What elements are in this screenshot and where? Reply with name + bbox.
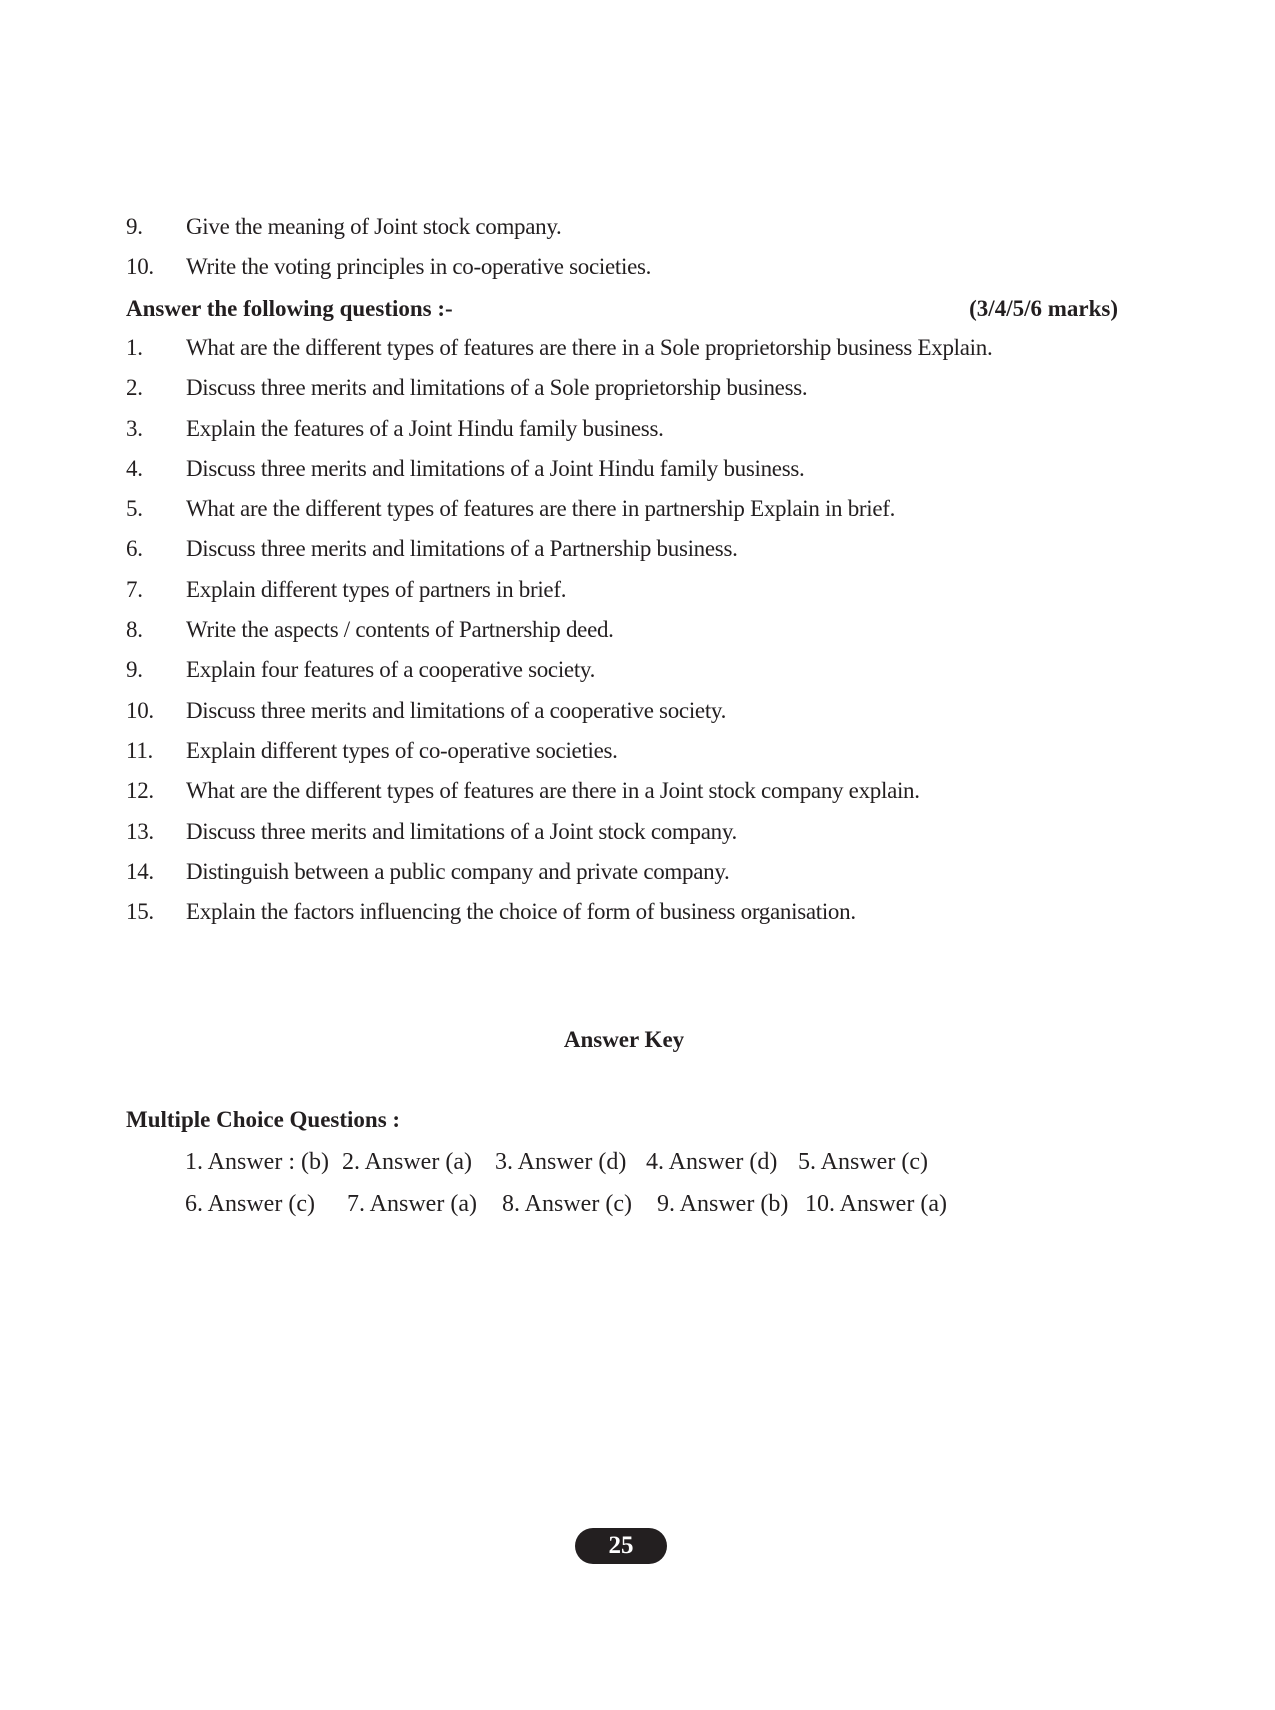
- question-text: Write the voting principles in co-operative societies.: [186, 254, 652, 280]
- answer-item: 3. Answer (d): [495, 1149, 627, 1175]
- question-number: 12.: [126, 778, 154, 804]
- question-text: Explain the features of a Joint Hindu family business.: [186, 415, 664, 441]
- question-number: 7.: [126, 576, 143, 602]
- list-item: [126, 899, 1126, 939]
- answer-item: 6. Answer (c): [185, 1191, 315, 1217]
- list-item: [126, 496, 1126, 536]
- question-number: 1.: [126, 335, 143, 360]
- answer-row: [185, 1149, 928, 1176]
- question-number: 6.: [126, 536, 143, 562]
- list-item: [126, 738, 1126, 778]
- section-heading: [126, 296, 1118, 322]
- question-number: 15.: [126, 899, 154, 925]
- question-text: Discuss three merits and limitations of a Partnership business.: [186, 536, 738, 562]
- question-text: Discuss three merits and limitations of a Joint Hindu family business.: [186, 455, 805, 481]
- question-number: 10.: [126, 254, 154, 280]
- question-number: 5.: [126, 496, 143, 522]
- answer-item: 10. Answer (a): [805, 1191, 947, 1217]
- question-text: What are the different types of features are there in a Sole proprietorship business Explain.: [186, 335, 993, 360]
- question-text: What are the different types of features are there in a Joint stock company explain.: [186, 778, 920, 804]
- question-text: Explain four features of a cooperative society.: [186, 657, 596, 683]
- list-item: [126, 416, 1126, 456]
- question-text: Explain different types of partners in brief.: [186, 576, 567, 602]
- list-item: [126, 536, 1126, 576]
- answer-row: [185, 1191, 947, 1218]
- question-number: 11.: [126, 737, 153, 763]
- answer-item: 8. Answer (c): [502, 1191, 632, 1217]
- list-item: [126, 617, 1126, 657]
- page-number: 25: [575, 1528, 667, 1564]
- list-item: [126, 577, 1126, 617]
- list-item: [126, 819, 1126, 859]
- short-questions-continued: [126, 214, 1126, 295]
- answer-item: 2. Answer (a): [342, 1149, 472, 1175]
- question-number: 9.: [126, 657, 143, 683]
- question-number: 9.: [126, 214, 143, 239]
- list-item: [126, 375, 1126, 415]
- question-text: Discuss three merits and limitations of a Joint stock company.: [186, 818, 737, 844]
- question-text: Discuss three merits and limitations of a cooperative society.: [186, 697, 727, 723]
- section-heading-marks: (3/4/5/6 marks): [969, 296, 1118, 321]
- list-item: [126, 778, 1126, 818]
- question-text: Explain different types of co-operative societies.: [186, 737, 618, 763]
- list-item: [126, 214, 1126, 254]
- long-answer-questions: [126, 335, 1126, 939]
- list-item: [126, 657, 1126, 697]
- question-text: Discuss three merits and limitations of a Sole proprietorship business.: [186, 375, 808, 401]
- list-item: [126, 698, 1126, 738]
- question-number: 4.: [126, 455, 143, 481]
- answer-item: 4. Answer (d): [646, 1149, 778, 1175]
- mcq-heading: Multiple Choice Questions :: [126, 1107, 401, 1132]
- section-heading-title: Answer the following questions :-: [126, 296, 453, 321]
- question-text: Write the aspects / contents of Partnership deed.: [186, 617, 614, 643]
- answer-item: 7. Answer (a): [347, 1191, 477, 1217]
- question-number: 2.: [126, 375, 143, 401]
- list-item: [126, 859, 1126, 899]
- question-text: Explain the factors influencing the choice of form of business organisation.: [186, 899, 856, 925]
- list-item: [126, 335, 1126, 375]
- answer-key-title: Answer Key: [563, 1027, 685, 1052]
- question-number: 3.: [126, 415, 143, 441]
- list-item: [126, 456, 1126, 496]
- question-text: Distinguish between a public company and private company.: [186, 858, 730, 884]
- question-text: Give the meaning of Joint stock company.: [186, 214, 562, 239]
- answer-item: 5. Answer (c): [798, 1149, 928, 1175]
- question-number: 14.: [126, 858, 154, 884]
- question-number: 13.: [126, 818, 154, 844]
- answer-item: 1. Answer : (b): [185, 1149, 329, 1175]
- question-number: 10.: [126, 697, 154, 723]
- question-number: 8.: [126, 617, 143, 643]
- question-text: What are the different types of features are there in partnership Explain in brief.: [186, 496, 896, 522]
- list-item: [126, 254, 1126, 294]
- answer-item: 9. Answer (b): [657, 1191, 789, 1217]
